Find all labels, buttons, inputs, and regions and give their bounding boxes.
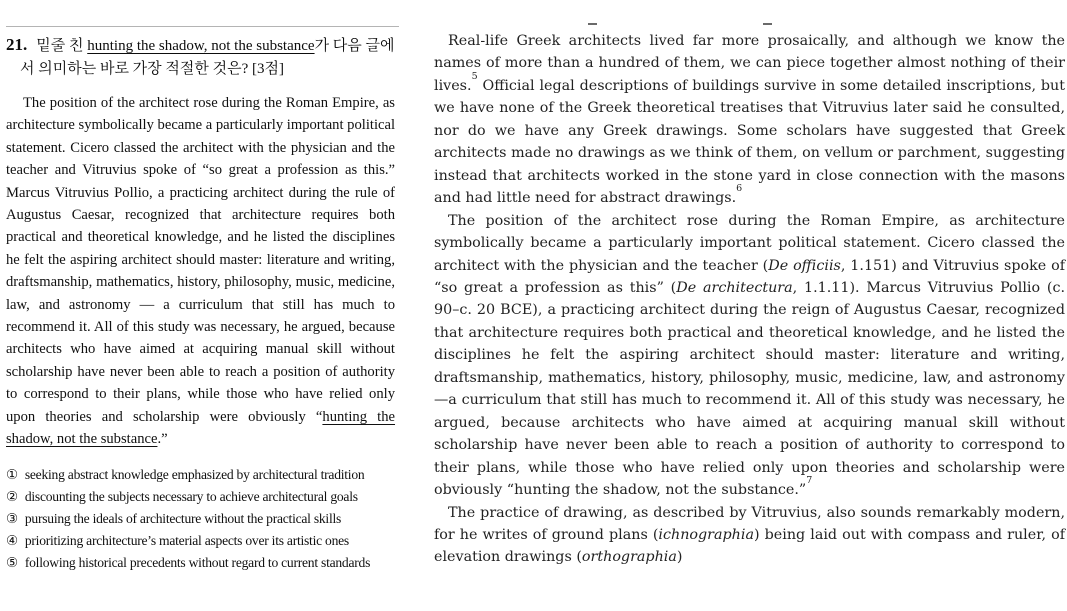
text-run: .” bbox=[157, 431, 168, 448]
answer-option bbox=[6, 530, 395, 552]
option-circled-number: ③ bbox=[6, 510, 18, 527]
answer-option bbox=[6, 464, 395, 486]
source-paragraph bbox=[434, 502, 1065, 569]
text-run: 밑줄 친 bbox=[36, 38, 88, 54]
option-circled-number: ② bbox=[6, 488, 18, 505]
option-text: following historical precedents without regard to current standards bbox=[24, 554, 371, 570]
text-run: The position of the architect rose during the Roman Empire, as architecture symbolically became a particularly important political statement. Cicero classed the architect with the physician and the teacher ( bbox=[434, 212, 1065, 274]
question-header bbox=[6, 33, 395, 81]
italic-term: ichnographia bbox=[658, 526, 754, 543]
question-text bbox=[20, 38, 395, 77]
footnote-marker: 5 bbox=[471, 71, 478, 83]
italic-term: orthographia bbox=[581, 549, 677, 566]
answer-option bbox=[6, 508, 395, 530]
exam-passage bbox=[6, 92, 395, 451]
text-run: , 1.1.11). Marcus Vitruvius Pollio (c. 90–c. 20 BCE), a practicing architect during the reign of Augustus Caesar, recognized that architecture requires both practical and theoretical knowledge, and he listed the disciplines he felt the aspiring architect should master: literature and writing, draftsmanship, mathematics, history, philosophy, music, medicine, law, and astronomy—a curriculum that still has much to recommend it. All of this study was necessary, he argued, because architects who have aimed at acquiring manual skill without scholarship have never been able to reach a position of authority to correspond to their plans, while those who have relied only upon theories and scholarship were obviously “hunting the shadow, not the substance.” bbox=[434, 279, 1065, 499]
source-text-page bbox=[434, 0, 1065, 569]
answer-options-list bbox=[6, 464, 395, 574]
option-text: pursuing the ideals of architecture without the practical skills bbox=[24, 510, 342, 526]
footnote-marker: 6 bbox=[736, 183, 743, 195]
passage-text bbox=[6, 95, 395, 447]
underlined-phrase: hunting the shadow, not the substance bbox=[6, 408, 396, 448]
exam-question-page bbox=[6, 0, 395, 574]
text-run: The practice of drawing, as described by Vitruvius, also sounds remarkably modern, for he writes of ground plans ( bbox=[434, 504, 1065, 543]
option-text: prioritizing architecture’s material aspects over its artistic ones bbox=[24, 532, 349, 548]
option-text: discounting the subjects necessary to achieve architectural goals bbox=[24, 488, 358, 504]
text-run: The position of the architect rose during the Roman Empire, as architecture symbolically became a particularly important political statement. Cicero classed the architect with the physician and the teacher and Vitruvius spoke of “so great a profession as this.” Marcus Vitruvius Pollio, a practicing architect during the rule of Augustus Caesar, recognized that architecture requires both practical and theoretical knowledge, and he listed the disciplines he felt the aspiring architect should master: literature and writing, draftsmanship, mathematics, history, philosophy, music, medicine, law, and astronomy — a curriculum that still has much to recommend it. All of this study was necessary, he argued, because architects who have aimed at acquiring manual skill without scholarship have never been able to reach a position of authority to correspond to their plans, while those who have relied only upon theories and scholarship were obviously “ bbox=[6, 95, 396, 425]
footnote-marker: 7 bbox=[806, 475, 813, 487]
question-number: 21. bbox=[6, 35, 28, 54]
option-circled-number: ① bbox=[6, 466, 18, 483]
text-run: , 1.151) and Vitruvius spoke of “so great a profession as this” ( bbox=[434, 257, 1065, 296]
text-run: 가 다음 글에서 의미하는 바로 가장 적절한 것은? [3점] bbox=[20, 38, 395, 77]
source-paragraph bbox=[434, 210, 1065, 502]
answer-option bbox=[6, 486, 395, 508]
answer-option bbox=[6, 552, 395, 574]
text-run: Real-life Greek architects lived far more prosaically, and although we know the names of more than a hundred of them, we can piece together almost nothing of their lives. bbox=[434, 33, 1065, 94]
column-divider-rule bbox=[6, 26, 399, 27]
option-circled-number: ⑤ bbox=[6, 554, 18, 571]
italic-term: De officiis bbox=[768, 257, 841, 274]
underlined-phrase: hunting the shadow, not the substance bbox=[87, 38, 315, 54]
text-run: ) being laid out with compass and ruler, of elevation drawings ( bbox=[434, 526, 1065, 566]
text-run: Official legal descriptions of buildings survive in some detailed inscriptions, but we have none of the Greek theoretical treatises that Vitruvius later said he consulted, nor do we have any Greek drawings. Some scholars have suggested that Greek architects made no drawings as we think of them, on vellum or parchment, suggesting instead that architects worked in the stone yard in close connection with the masons and had little need for abstract drawings. bbox=[434, 77, 1065, 207]
source-paragraph bbox=[434, 30, 1065, 210]
italic-term: De architectura bbox=[676, 279, 793, 296]
option-circled-number: ④ bbox=[6, 532, 18, 549]
text-run: ) bbox=[676, 549, 683, 566]
option-text: seeking abstract knowledge emphasized by architectural tradition bbox=[24, 466, 365, 482]
